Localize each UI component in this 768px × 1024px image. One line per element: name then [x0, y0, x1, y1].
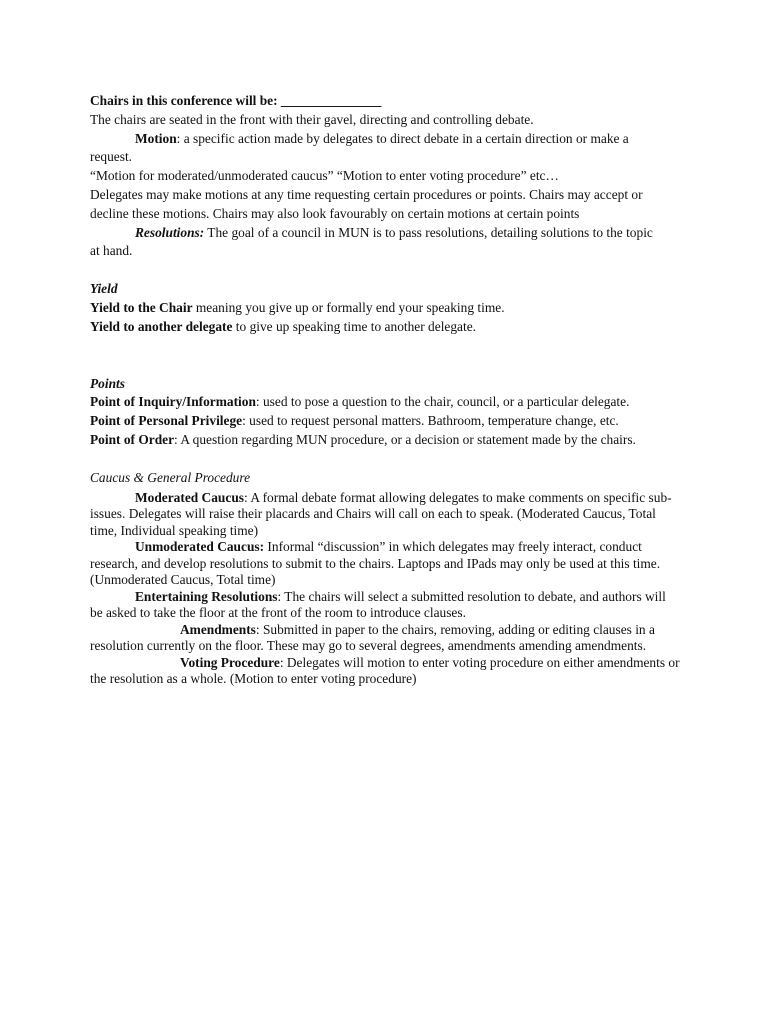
- voting-procedure-def: : Delegates will motion to enter voting procedure on either amendments or the resolution as a whole. (Motion to enter voting procedure): [90, 654, 680, 687]
- chairs-text: The chairs are seated in the front with their gavel, directing and controlling debate.: [90, 111, 534, 127]
- motion-definition: : a specific action made by delegates to direct debate in a certain direction or make a: [176, 130, 629, 146]
- moderated-caucus-term: Moderated Caucus: [135, 489, 244, 505]
- amendments-term: Amendments: [180, 621, 256, 637]
- motion-definition-cont: request.: [90, 149, 133, 165]
- yield-delegate-term: Yield to another delegate: [90, 318, 233, 334]
- point-inquiry-term: Point of Inquiry/Information: [90, 394, 256, 410]
- delegates-text-1: Delegates may make motions at any time requesting certain procedures or points. Chairs may accept or: [90, 186, 643, 202]
- chairs-label: Chairs in this conference will be: _______________: [90, 93, 382, 108]
- entertaining-resolutions-paragraph: [90, 589, 680, 622]
- document-body: [90, 92, 680, 688]
- moderated-caucus-paragraph: [90, 490, 680, 540]
- delegates-text-2: decline these motions. Chairs may also look favourably on certain motions at certain points: [90, 205, 580, 221]
- resolutions-line: [90, 224, 680, 243]
- yield-chair-def: meaning you give up or formally end your speaking time.: [192, 299, 505, 315]
- unmoderated-caucus-term: Unmoderated Caucus:: [135, 539, 265, 555]
- points-heading-line: [90, 375, 680, 394]
- entertaining-resolutions-term: Entertaining Resolutions: [135, 588, 278, 604]
- yield-delegate-def: to give up speaking time to another delegate.: [232, 318, 477, 334]
- yield-delegate-line: [90, 318, 680, 337]
- entertaining-resolutions-def: : The chairs will select a submitted resolution to debate, and authors will be asked to take the floor at the front of the room to introduce clauses.: [90, 588, 666, 621]
- point-order-line: [90, 431, 680, 450]
- point-inquiry-def: : used to pose a question to the chair, council, or a particular delegate.: [255, 394, 630, 410]
- yield-chair-line: [90, 299, 680, 318]
- resolutions-definition-cont: at hand.: [90, 243, 133, 259]
- point-order-term: Point of Order: [90, 431, 175, 447]
- chairs-label-line: [90, 92, 680, 111]
- unmoderated-caucus-def: Informal “discussion” in which delegates may freely interact, conduct research, and develop resolutions to submit to the chairs. Laptops and IPads may only be used at this time. (Unmoderated Caucus, Total time): [90, 539, 661, 588]
- yield-heading: Yield: [90, 281, 118, 297]
- motion-line: [90, 130, 680, 149]
- amendments-def: : Submitted in paper to the chairs, removing, adding or editing clauses in a resolution currently on the floor. These may go to several degrees, amendments amending amendments.: [90, 621, 655, 654]
- point-privilege-line: [90, 412, 680, 431]
- yield-heading-line: [90, 280, 680, 299]
- amendments-paragraph: [90, 622, 680, 655]
- caucus-heading-line: [90, 469, 680, 488]
- voting-procedure-term: Voting Procedure: [180, 654, 280, 670]
- motion-examples: “Motion for moderated/unmoderated caucus” “Motion to enter voting procedure” etc…: [90, 168, 559, 184]
- unmoderated-caucus-paragraph: [90, 539, 680, 589]
- point-privilege-term: Point of Personal Privilege: [90, 413, 243, 429]
- caucus-heading: Caucus & General Procedure: [90, 469, 251, 485]
- points-heading: Points: [90, 375, 125, 391]
- voting-procedure-paragraph: [90, 655, 680, 688]
- motion-term: Motion: [135, 130, 177, 146]
- resolutions-term: Resolutions:: [135, 224, 205, 240]
- resolutions-definition: The goal of a council in MUN is to pass resolutions, detailing solutions to the topic: [204, 224, 653, 240]
- moderated-caucus-def: : A formal debate format allowing delegates to make comments on specific sub-issues. Delegates will raise their placards and Chairs will call on each to speak. (Moderated Caucus, Total time, Individual speaking time): [90, 489, 672, 538]
- point-privilege-def: : used to request personal matters. Bathroom, temperature change, etc.: [242, 413, 619, 429]
- point-order-def: : A question regarding MUN procedure, or a decision or statement made by the chairs.: [174, 431, 636, 447]
- yield-chair-term: Yield to the Chair: [90, 299, 193, 315]
- point-inquiry-line: [90, 393, 680, 412]
